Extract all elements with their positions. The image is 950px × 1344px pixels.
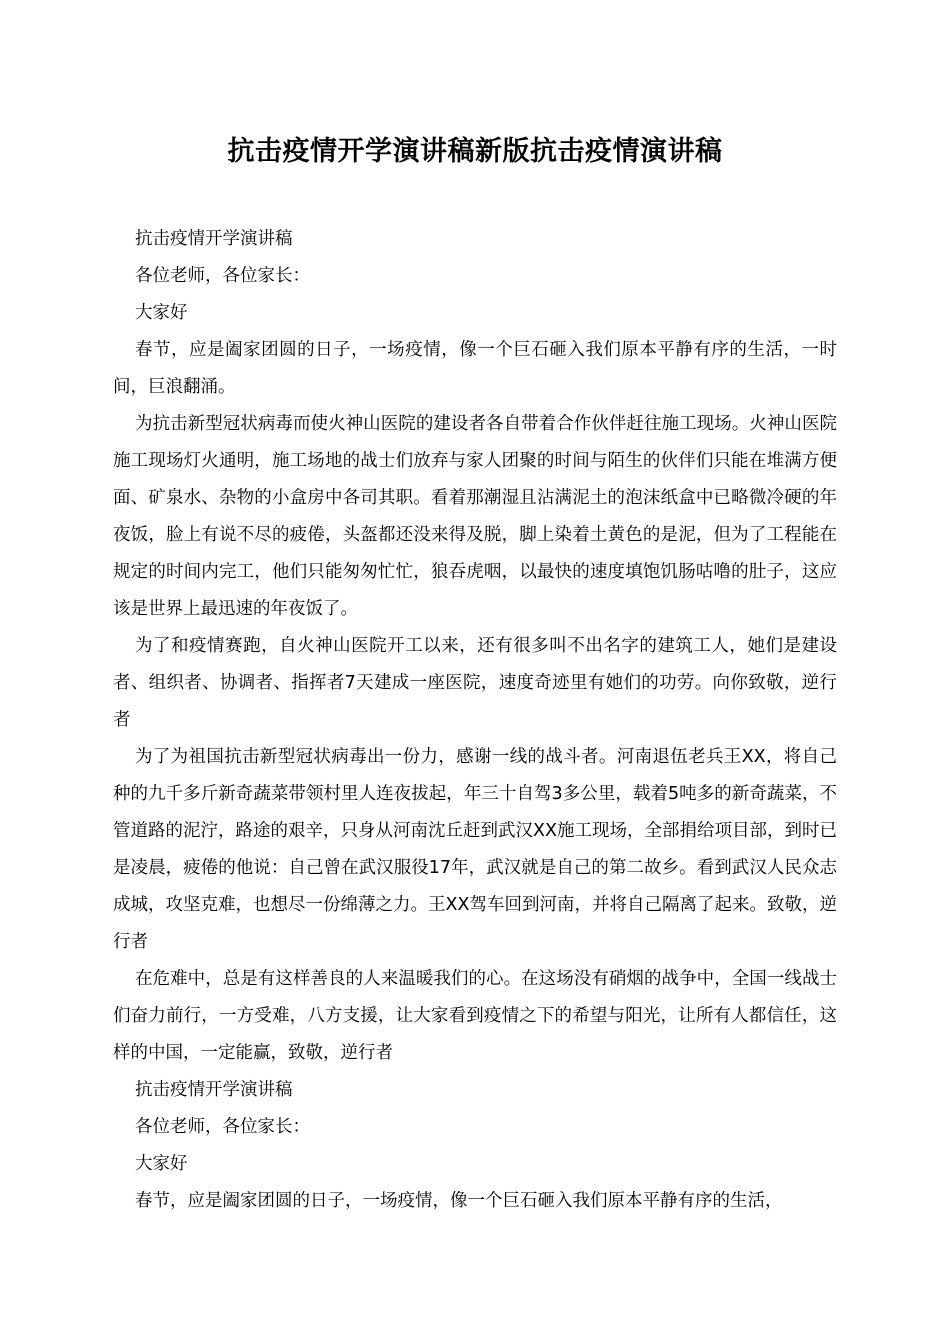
paragraph-heading: 抗击疫情开学演讲稿 <box>135 229 293 249</box>
paragraph-greeting: 大家好 <box>135 303 188 323</box>
paragraph-huoshenshan: 为抗击新型冠状病毒而使火神山医院的建设者各自带着合作伙伴赶往施工现场。火神山医院施工现场灯火通明，施工场地的战士们放弃与家人团聚的时间与陌生的伙伴们只能在堆满方便面、矿泉水、杂物的小盒房中各司其职。看着那潮湿且沾满泥土的泡沫纸盒中已略微冷硬的年夜饭，脸上有说不尽的疲倦，头盔都还没来得及脱，脚上染着土黄色的是泥，但为了工程能在规定的时间内完工，他们只能匆匆忙忙，狼吞虎咽，以最快的速度填饱饥肠咕噜的肚子，这应该是世界上最迅速的年夜饭了。 <box>113 414 837 619</box>
paragraph-spring-festival-repeat: 春节，应是阖家团圆的日子，一场疫情，像一个巨石砸入我们原本平静有序的生活， <box>135 1191 783 1211</box>
paragraph-greeting-repeat: 大家好 <box>135 1154 188 1174</box>
paragraph-salutation: 各位老师，各位家长： <box>135 266 310 286</box>
paragraph-salutation-repeat: 各位老师，各位家长： <box>135 1117 310 1137</box>
paragraph-heading-repeat: 抗击疫情开学演讲稿 <box>135 1080 293 1100</box>
document-body <box>113 221 837 1220</box>
paragraph-spring-festival: 春节，应是阖家团圆的日子，一场疫情，像一个巨石砸入我们原本平静有序的生活，一时间，巨浪翻涌。 <box>113 340 837 397</box>
paragraph-veteran: 为了为祖国抗击新型冠状病毒出一份力，感谢一线的战斗者。河南退伍老兵王XX，将自己种的九千多斤新奇蔬菜带领村里人连夜拔起，年三十自驾3多公里，载着5吨多的新奇蔬菜，不管道路的泥泞，路途的艰辛，只身从河南沈丘赶到武汉XX施工现场，全部捐给项目部，到时已是凌晨，疲倦的他说：自己曾在武汉服役17年，武汉就是自己的第二故乡。看到武汉人民众志成城，攻坚克难，也想尽一份绵薄之力。王XX驾车回到河南，并将自己隔离了起来。致敬，逆行者 <box>113 747 837 952</box>
paragraph-conclusion: 在危难中，总是有这样善良的人来温暖我们的心。在这场没有硝烟的战争中，全国一线战士们奋力前行，一方受难，八方支援，让大家看到疫情之下的希望与阳光，让所有人都信任，这样的中国，一定能赢，致敬，逆行者 <box>113 969 837 1063</box>
document-title: 抗击疫情开学演讲稿新版抗击疫情演讲稿 <box>227 136 723 167</box>
paragraph-builders: 为了和疫情赛跑，自火神山医院开工以来，还有很多叫不出名字的建筑工人，她们是建设者、组织者、协调者、指挥者7天建成一座医院，速度奇迹里有她们的功劳。向你致敬，逆行者 <box>113 636 837 730</box>
